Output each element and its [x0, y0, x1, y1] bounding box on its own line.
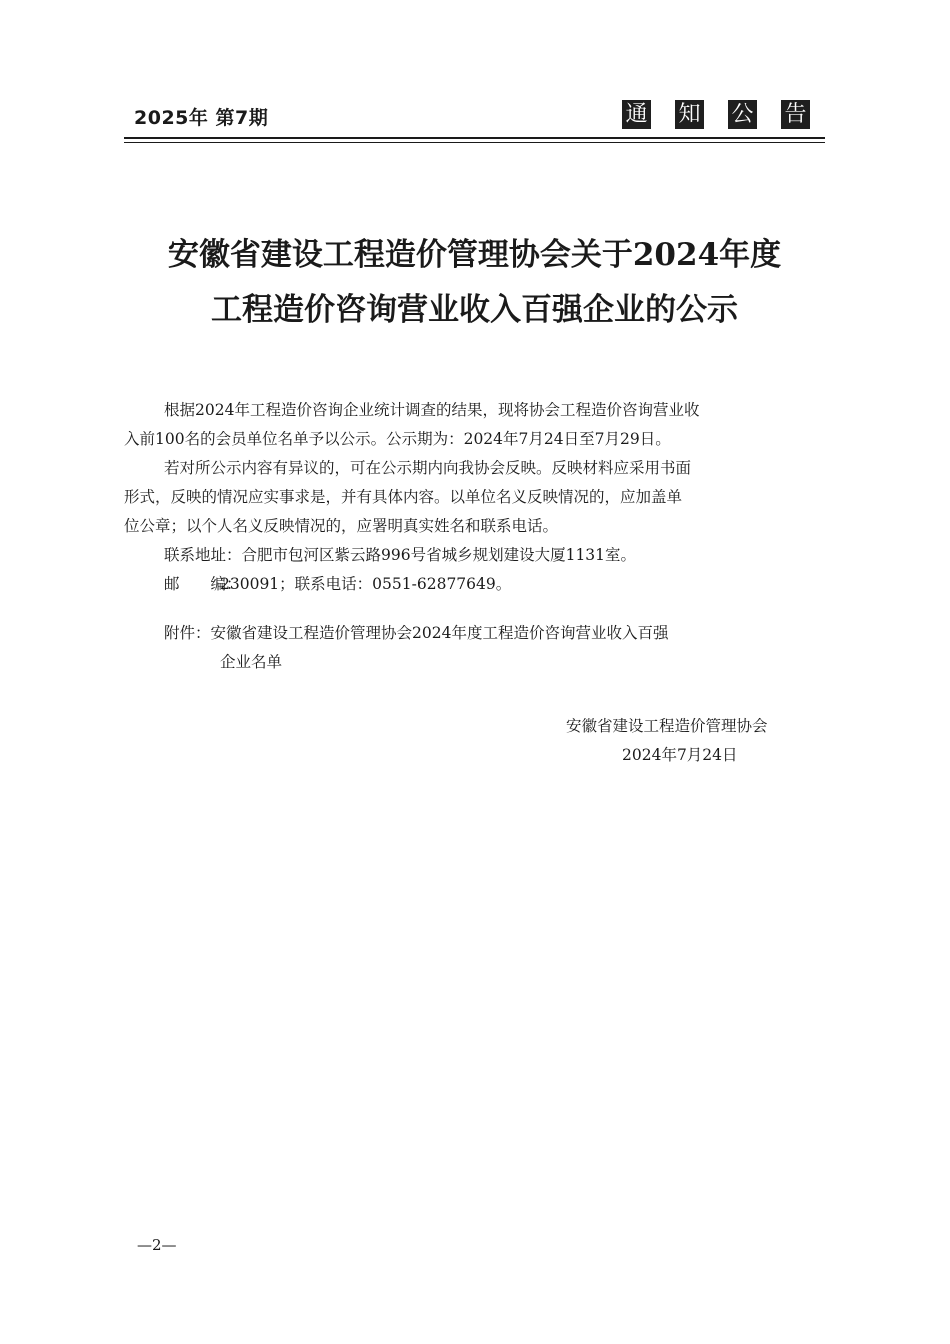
contact-postal: [164, 570, 831, 599]
header-rule: [124, 137, 825, 139]
signature-block: [566, 712, 768, 770]
section-label: [622, 100, 810, 129]
section-char: 告: [781, 100, 810, 129]
paragraph-1-line-1: 根据2024年工程造价咨询企业统计调查的结果，现将协会工程造价咨询营业收: [164, 401, 700, 419]
signature-org: 安徽省建设工程造价管理协会: [566, 717, 768, 735]
page-number: —2—: [137, 1236, 177, 1254]
document-title: [124, 228, 825, 338]
paragraph-2-line-3: 位公章；以个人名义反映情况的，应署明真实姓名和联系电话。: [124, 517, 559, 535]
contact-address: 联系地址：合肥市包河区紫云路996号省城乡规划建设大厦1131室。: [164, 546, 637, 564]
paragraph-2-line-2: 形式，反映的情况应实事求是，并有具体内容。以单位名义反映情况的，应加盖单: [124, 488, 683, 506]
signature-date: 2024年7月24日: [622, 746, 738, 764]
header-rule-thin: [124, 142, 825, 143]
section-char: 公: [728, 100, 757, 129]
title-line-2: 工程造价咨询营业收入百强企业的公示: [211, 292, 738, 328]
attachment-line-2: 企业名单: [220, 653, 283, 671]
section-char: 知: [675, 100, 704, 129]
postal-label: 邮 编：: [164, 575, 242, 593]
paragraph-1-line-2: 入前100名的会员单位名单予以公示。公示期为：2024年7月24日至7月29日。: [124, 430, 671, 448]
attachment-line-1: 附件：安徽省建设工程造价管理协会2024年度工程造价咨询营业收入百强: [164, 624, 669, 642]
postal-value: 230091；联系电话：0551-62877649。: [220, 575, 512, 593]
issue-label: 2025年 第7期: [134, 107, 269, 129]
document-body: [124, 396, 831, 677]
title-line-1: 安徽省建设工程造价管理协会关于2024年度: [167, 237, 782, 273]
paragraph-2-line-1: 若对所公示内容有异议的，可在公示期内向我协会反映。反映材料应采用书面: [164, 459, 692, 477]
section-char: 通: [622, 100, 651, 129]
